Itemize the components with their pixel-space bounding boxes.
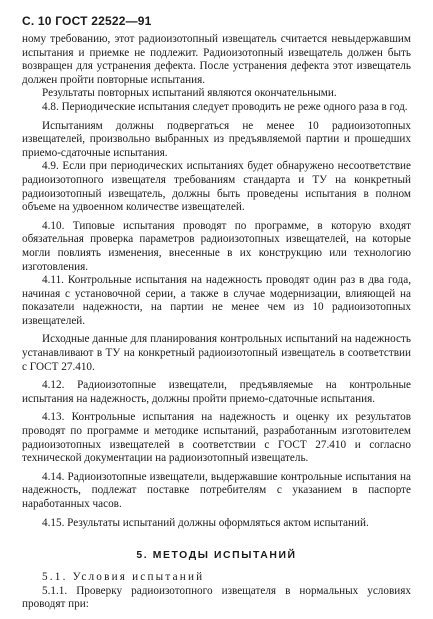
subsection-title: 5.1. Условия испытаний bbox=[42, 571, 205, 584]
paragraph: 4.13. Контрольные испытания на надежность и оценку их результатов проводят по программе и методике испытаний, разработанным изготовителем радиоизотопных извещателей в соответствии с ГОСТ 27.410 и согласно технической документации на радиоизотопный извещатель. bbox=[22, 411, 411, 465]
paragraph: 4.8. Периодические испытания следует проводить не реже одного раза в год. bbox=[42, 100, 408, 113]
section-title: 5. МЕТОДЫ ИСПЫТАНИЙ bbox=[136, 550, 297, 562]
paragraph: 4.15. Результаты испытаний должны оформляться актом испытаний. bbox=[42, 516, 369, 529]
paragraph: Результаты повторных испытаний являются окончательными. bbox=[42, 87, 337, 100]
paragraph: 4.14. Радиоизотопные извещатели, выдержавшие контрольные испытания на надежность, подлежат поставке потребителям с указанием в паспорте наработанных часов. bbox=[22, 470, 411, 510]
paragraph: 4.12. Радиоизотопные извещатели, предъявляемые на контрольные испытания на надежность, должны пройти приемо-сдаточные испытания. bbox=[22, 379, 411, 405]
paragraph: Испытаниям должны подвергаться не менее 10 радиоизотопных извещателей, произвольно выбранных из предъявляемой партии и прошедших приемо-сдаточные испытания. bbox=[22, 119, 411, 159]
paragraph: 4.10. Типовые испытания проводят по программе, в которую входят обязательная проверка параметров радиоизотопных извещателей, на которые могли повлиять изменения, внесенные в их конструкцию или технологию изготовления. bbox=[22, 219, 411, 273]
paragraph: 4.11. Контрольные испытания на надежность проводят один раз в два года, начиная с установочной серии, а также в случае модернизации, влияющей на показатели надежности, на партии не менее чем из 10 радиоизотопных извещателей. bbox=[22, 274, 411, 327]
paragraph: 4.9. Если при периодических испытаниях будет обнаружено несоответствие радиоизотопного извещателя требованиям стандарта и ТУ на конкретный радиоизотопный извещатель, должны быть проведены испытания в полном объеме на удвоенном количестве извещателей. bbox=[22, 160, 411, 214]
paragraph: Исходные данные для планирования контрольных испытаний на надежность устанавливают в ТУ на конкретный радиоизотопный извещатель в соответствии с ГОСТ 27.410. bbox=[22, 333, 411, 373]
paragraph: ному требованию, этот радиоизотопный извещатель считается невыдержавшим испытания и приемке не подлежит. Радиоизотопный извещатель должен быть возвращен для устранения дефекта. После устранения дефекта этот извещатель должен пройти повторные испытания. bbox=[22, 33, 411, 86]
page-header: С. 10 ГОСТ 22522—91 bbox=[22, 14, 152, 28]
paragraph: 5.1.1. Проверку радиоизотопного извещателя в нормальных условиях проводят при: bbox=[22, 584, 411, 611]
